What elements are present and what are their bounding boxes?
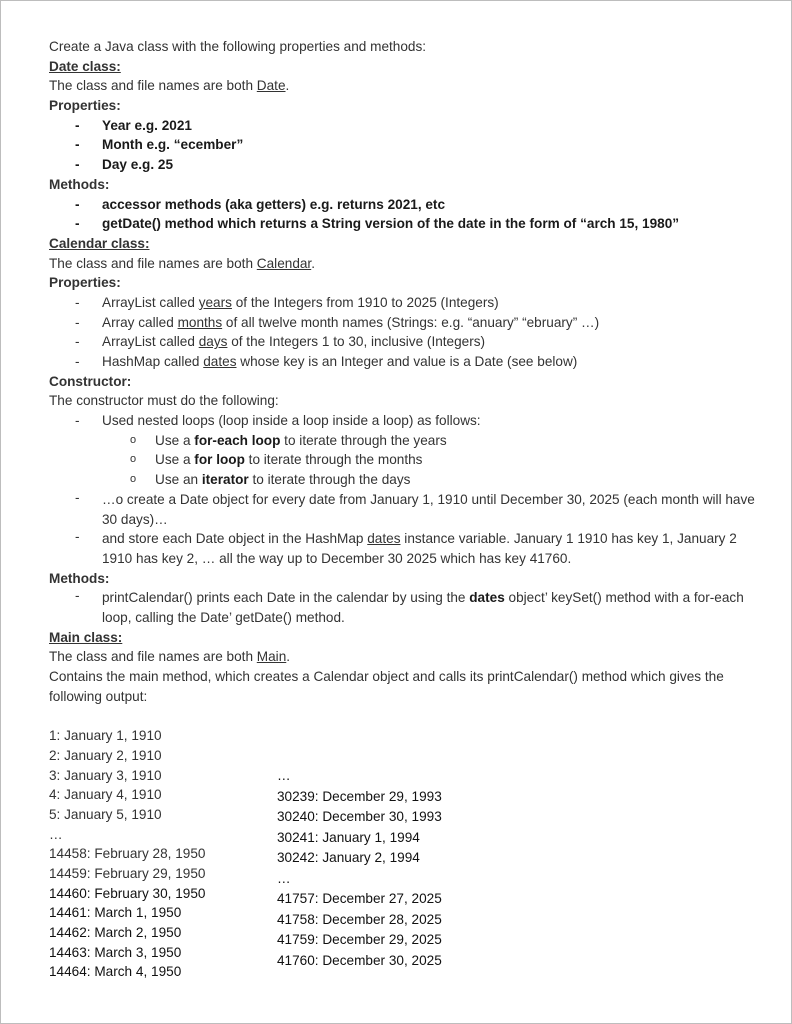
output-right-column — [277, 766, 517, 971]
date-properties-heading: Properties: — [49, 98, 121, 114]
date-property-year: - Year e.g. 2021 — [75, 117, 192, 133]
output-line: 14462: March 2, 1950 — [49, 925, 182, 941]
loop-for-each: o Use a for-each loop to iterate through the years — [130, 432, 447, 448]
output-line: 5: January 5, 1910 — [49, 806, 162, 822]
main-class-file-names: The class and file names are both Main. — [49, 649, 291, 665]
calendar-property-months: - Array called months of all twelve month names (Strings: e.g. “anuary” “ebruary” …) — [75, 314, 600, 330]
output-line: 2: January 2, 1910 — [49, 747, 162, 763]
output-line: 14460: February 30, 1950 — [49, 885, 206, 901]
output-line: 41760: December 30, 2025 — [277, 952, 442, 968]
date-class-file-names: The class and file names are both Date. — [49, 78, 290, 94]
output-line: 3: January 3, 1910 — [49, 767, 162, 783]
output-line: 14458: February 28, 1950 — [49, 846, 206, 862]
constructor-intro: The constructor must do the following: — [49, 393, 279, 409]
output-ellipsis: … — [277, 870, 291, 886]
calendar-property-days: - ArrayList called days of the Integers 1 to 30, inclusive (Integers) — [75, 334, 486, 350]
document-content — [49, 37, 759, 980]
output-line: 30240: December 30, 1993 — [277, 809, 442, 825]
loop-for: o Use a for loop to iterate through the months — [130, 452, 423, 468]
output-line: 30239: December 29, 1993 — [277, 788, 442, 804]
loop-iterator: o Use an iterator to iterate through the days — [130, 472, 411, 488]
constructor-create-objects: - …o create a Date object for every date from January 1, 1910 until December 30, 2025 (each month will have 30 days)… — [75, 489, 755, 527]
output-line: 41757: December 27, 2025 — [277, 891, 442, 907]
calendar-properties-heading: Properties: — [49, 275, 121, 291]
output-ellipsis: … — [49, 826, 63, 842]
output-line: 41758: December 28, 2025 — [277, 911, 442, 927]
date-methods-heading: Methods: — [49, 176, 110, 192]
output-line: 14461: March 1, 1950 — [49, 905, 182, 921]
output-left-column — [49, 726, 269, 982]
output-line: 30241: January 1, 1994 — [277, 829, 420, 845]
calendar-property-years: - ArrayList called years of the Integers from 1910 to 2025 (Integers) — [75, 294, 499, 310]
date-property-day: - Day e.g. 25 — [75, 157, 174, 173]
calendar-class-file-names: The class and file names are both Calendar. — [49, 255, 315, 271]
output-line: 14459: February 29, 1950 — [49, 866, 206, 881]
constructor-nested-loops: - Used nested loops (loop inside a loop inside a loop) as follows: — [75, 413, 481, 429]
intro-text: Create a Java class with the following properties and methods: — [49, 39, 427, 54]
output-line: 1: January 1, 1910 — [49, 728, 162, 744]
constructor-store-dates: - and store each Date object in the HashMap dates instance variable. January 1 1910 has key 1, January 2 1910 has key 2, … all the way up to December 30 2025 which has key 41760. — [75, 529, 737, 566]
date-method-getdate: - getDate() method which returns a String version of the date in the form of “arch 15, 1980” — [75, 216, 680, 232]
calendar-methods-heading: Methods: — [49, 570, 110, 586]
sample-output — [49, 726, 759, 980]
date-class-heading: Date class: — [49, 58, 121, 74]
constructor-heading: Constructor: — [49, 373, 132, 389]
output-line: 4: January 4, 1910 — [49, 787, 162, 803]
output-line: 41759: December 29, 2025 — [277, 932, 442, 948]
output-line: 30242: January 2, 1994 — [277, 850, 420, 866]
date-method-accessors: - accessor methods (aka getters) e.g. returns 2021, etc — [75, 196, 446, 212]
main-class-heading: Main class: — [49, 629, 123, 645]
calendar-method-print: - printCalendar() prints each Date in the calendar by using the dates object’ keySet() method with a for-each loop, calling the Date’ getDate() method. — [75, 588, 744, 626]
output-line: 14464: March 4, 1950 — [49, 964, 182, 980]
date-property-month: - Month e.g. “ecember” — [75, 137, 244, 153]
calendar-class-heading: Calendar class: — [49, 235, 150, 251]
output-ellipsis: … — [277, 768, 291, 784]
output-line: 14463: March 3, 1950 — [49, 944, 182, 960]
calendar-property-dates: - HashMap called dates whose key is an Integer and value is a Date (see below) — [75, 354, 578, 369]
main-class-description: Contains the main method, which creates a Calendar object and calls its printCalendar() method which gives the following output: — [49, 669, 724, 704]
